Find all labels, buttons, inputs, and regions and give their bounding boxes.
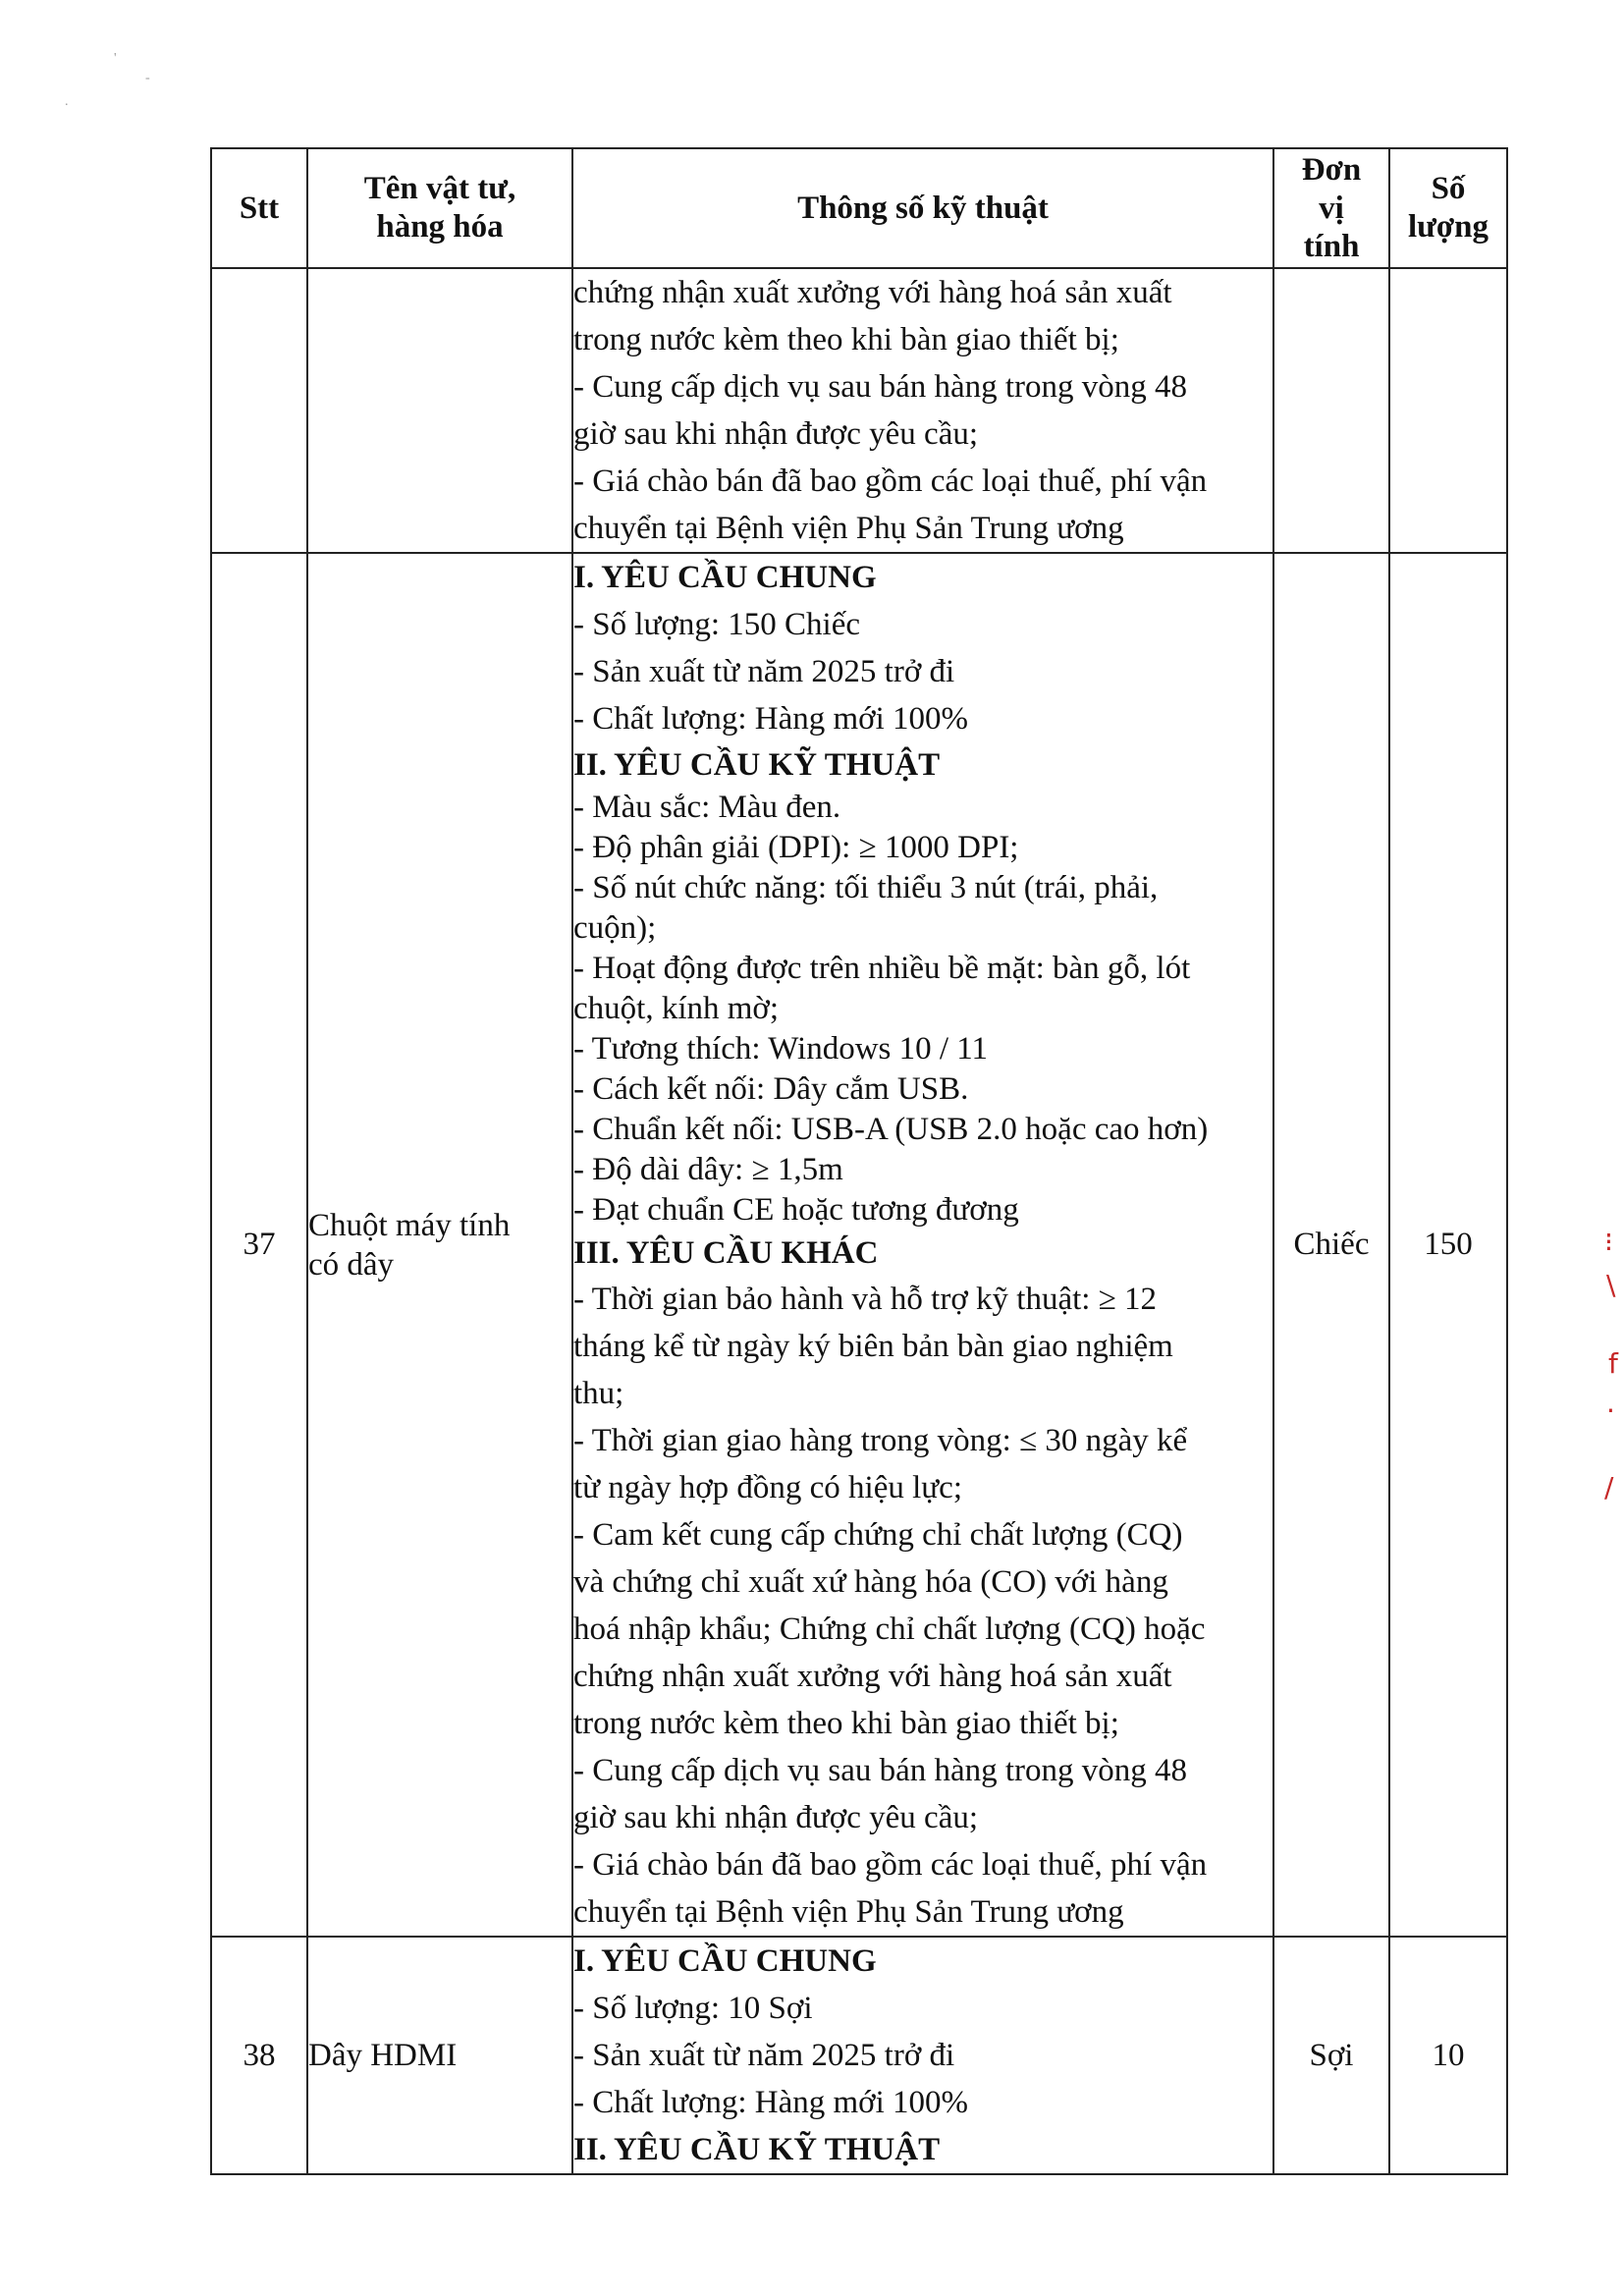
table-row — [211, 268, 1507, 553]
scan-speck: ' — [114, 51, 117, 66]
spec-line: - Sản xuất từ năm 2025 trở đi — [573, 2038, 955, 2073]
cell-spec — [572, 553, 1273, 1937]
scan-speck: - — [145, 71, 150, 85]
margin-stamp-mark: \ — [1606, 1269, 1616, 1301]
spec-line: - Giá chào bán đã bao gồm các loại thuế, phí vận — [573, 464, 1208, 499]
col-header-stt: Stt — [211, 148, 307, 268]
spec-line: và chứng chỉ xuất xứ hàng hóa (CO) với hàng — [573, 1564, 1168, 1600]
spec-line: hoá nhập khẩu; Chứng chỉ chất lượng (CQ) hoặc — [573, 1612, 1206, 1647]
cell-quantity — [1389, 268, 1507, 553]
spec-line: - Giá chào bán đã bao gồm các loại thuế, phí vận — [573, 1847, 1208, 1883]
table-row — [211, 553, 1507, 1937]
cell-unit: Chiếc — [1273, 553, 1389, 1937]
cell-unit: Sợi — [1273, 1937, 1389, 2174]
margin-stamp-mark: f — [1608, 1347, 1618, 1380]
col-header-qty-line: lượng — [1407, 209, 1489, 245]
cell-spec — [572, 1937, 1273, 2174]
spec-line: - Hoạt động được trên nhiều bề mặt: bàn gỗ, lót — [573, 951, 1191, 986]
spec-line: - Thời gian bảo hành và hỗ trợ kỹ thuật: ≥ 12 — [573, 1282, 1158, 1317]
spec-section-heading: I. YÊU CẦU CHUNG — [573, 560, 877, 595]
spec-section-heading: III. YÊU CẦU KHÁC — [573, 1235, 879, 1271]
cell-quantity: 10 — [1389, 1937, 1507, 2174]
spec-line: chuyển tại Bệnh viện Phụ Sản Trung ương — [573, 511, 1124, 546]
cell-unit — [1273, 268, 1389, 553]
spec-line: - Cam kết cung cấp chứng chỉ chất lượng (CQ) — [573, 1517, 1183, 1553]
spec-line: chuyển tại Bệnh viện Phụ Sản Trung ương — [573, 1894, 1124, 1930]
spec-line: từ ngày hợp đồng có hiệu lực; — [573, 1470, 962, 1505]
spec-line: tháng kể từ ngày ký biên bản bàn giao nghiệm — [573, 1329, 1173, 1364]
spec-line: thu; — [573, 1376, 624, 1411]
spec-table — [210, 147, 1508, 2175]
spec-line: - Màu sắc: Màu đen. — [573, 790, 841, 825]
col-header-name-line: hàng hóa — [376, 209, 504, 245]
cell-stt — [211, 268, 307, 553]
col-header-unit — [1273, 148, 1389, 268]
spec-line: giờ sau khi nhận được yêu cầu; — [573, 1800, 979, 1835]
spec-line: - Số lượng: 10 Sợi — [573, 1991, 813, 2026]
spec-line: chuột, kính mờ; — [573, 991, 780, 1026]
spec-line: - Số lượng: 150 Chiếc — [573, 607, 860, 642]
spec-line: - Chuẩn kết nối: USB-A (USB 2.0 hoặc cao hơn) — [573, 1112, 1209, 1147]
item-name-line: có dây — [308, 1246, 395, 1283]
spec-line: giờ sau khi nhận được yêu cầu; — [573, 416, 979, 452]
spec-line: - Cung cấp dịch vụ sau bán hàng trong vòng 48 — [573, 1753, 1188, 1788]
cell-quantity: 150 — [1389, 553, 1507, 1937]
margin-stamp-mark: · — [1606, 1394, 1615, 1427]
spec-line: - Tương thích: Windows 10 / 11 — [573, 1031, 989, 1066]
col-header-unit-line: vị — [1319, 190, 1344, 226]
col-header-unit-line: Đơn — [1301, 151, 1362, 188]
table-header-row — [211, 148, 1507, 268]
spec-line: - Sản xuất từ năm 2025 trở đi — [573, 654, 955, 689]
cell-spec — [572, 268, 1273, 553]
margin-stamp-mark: / — [1604, 1471, 1614, 1503]
spec-line: - Chất lượng: Hàng mới 100% — [573, 2085, 968, 2120]
col-header-name — [307, 148, 572, 268]
margin-stamp-mark: ⁝ — [1604, 1226, 1613, 1258]
spec-line: - Cách kết nối: Dây cắm USB. — [573, 1071, 969, 1107]
col-header-name-line: Tên vật tư, — [363, 171, 516, 206]
spec-line: - Đạt chuẩn CE hoặc tương đương — [573, 1192, 1019, 1228]
spec-section-heading: II. YÊU CẦU KỸ THUẬT — [573, 747, 941, 783]
spec-line: - Thời gian giao hàng trong vòng: ≤ 30 ngày kể — [573, 1423, 1188, 1458]
col-header-qty — [1389, 148, 1507, 268]
spec-line: chứng nhận xuất xưởng với hàng hoá sản xuất — [573, 1659, 1172, 1694]
table-row — [211, 1937, 1507, 2174]
spec-line: cuộn); — [573, 910, 657, 946]
cell-stt: 38 — [211, 1937, 307, 2174]
spec-line: - Độ phân giải (DPI): ≥ 1000 DPI; — [573, 830, 1019, 865]
spec-line: - Số nút chức năng: tối thiểu 3 nút (trái, phải, — [573, 870, 1159, 905]
cell-item-name — [307, 268, 572, 553]
spec-line: chứng nhận xuất xưởng với hàng hoá sản xuất — [573, 275, 1172, 310]
spec-line: trong nước kèm theo khi bàn giao thiết bị; — [573, 1706, 1119, 1741]
col-header-unit-line: tính — [1303, 228, 1360, 264]
scan-speck: . — [65, 94, 69, 109]
col-header-spec: Thông số kỹ thuật — [572, 148, 1273, 268]
col-header-qty-line: Số — [1431, 171, 1466, 206]
spec-line: - Cung cấp dịch vụ sau bán hàng trong vòng 48 — [573, 369, 1188, 405]
cell-item-name — [307, 1937, 572, 2174]
item-name-line: Chuột máy tính — [308, 1207, 511, 1243]
cell-item-name — [307, 553, 572, 1937]
spec-section-heading: I. YÊU CẦU CHUNG — [573, 1943, 877, 1979]
cell-stt: 37 — [211, 553, 307, 1937]
item-name-line: Dây HDMI — [308, 2038, 458, 2073]
spec-section-heading: II. YÊU CẦU KỸ THUẬT — [573, 2132, 941, 2167]
spec-line: - Độ dài dây: ≥ 1,5m — [573, 1152, 843, 1187]
spec-line: - Chất lượng: Hàng mới 100% — [573, 701, 968, 737]
spec-line: trong nước kèm theo khi bàn giao thiết bị; — [573, 322, 1119, 357]
